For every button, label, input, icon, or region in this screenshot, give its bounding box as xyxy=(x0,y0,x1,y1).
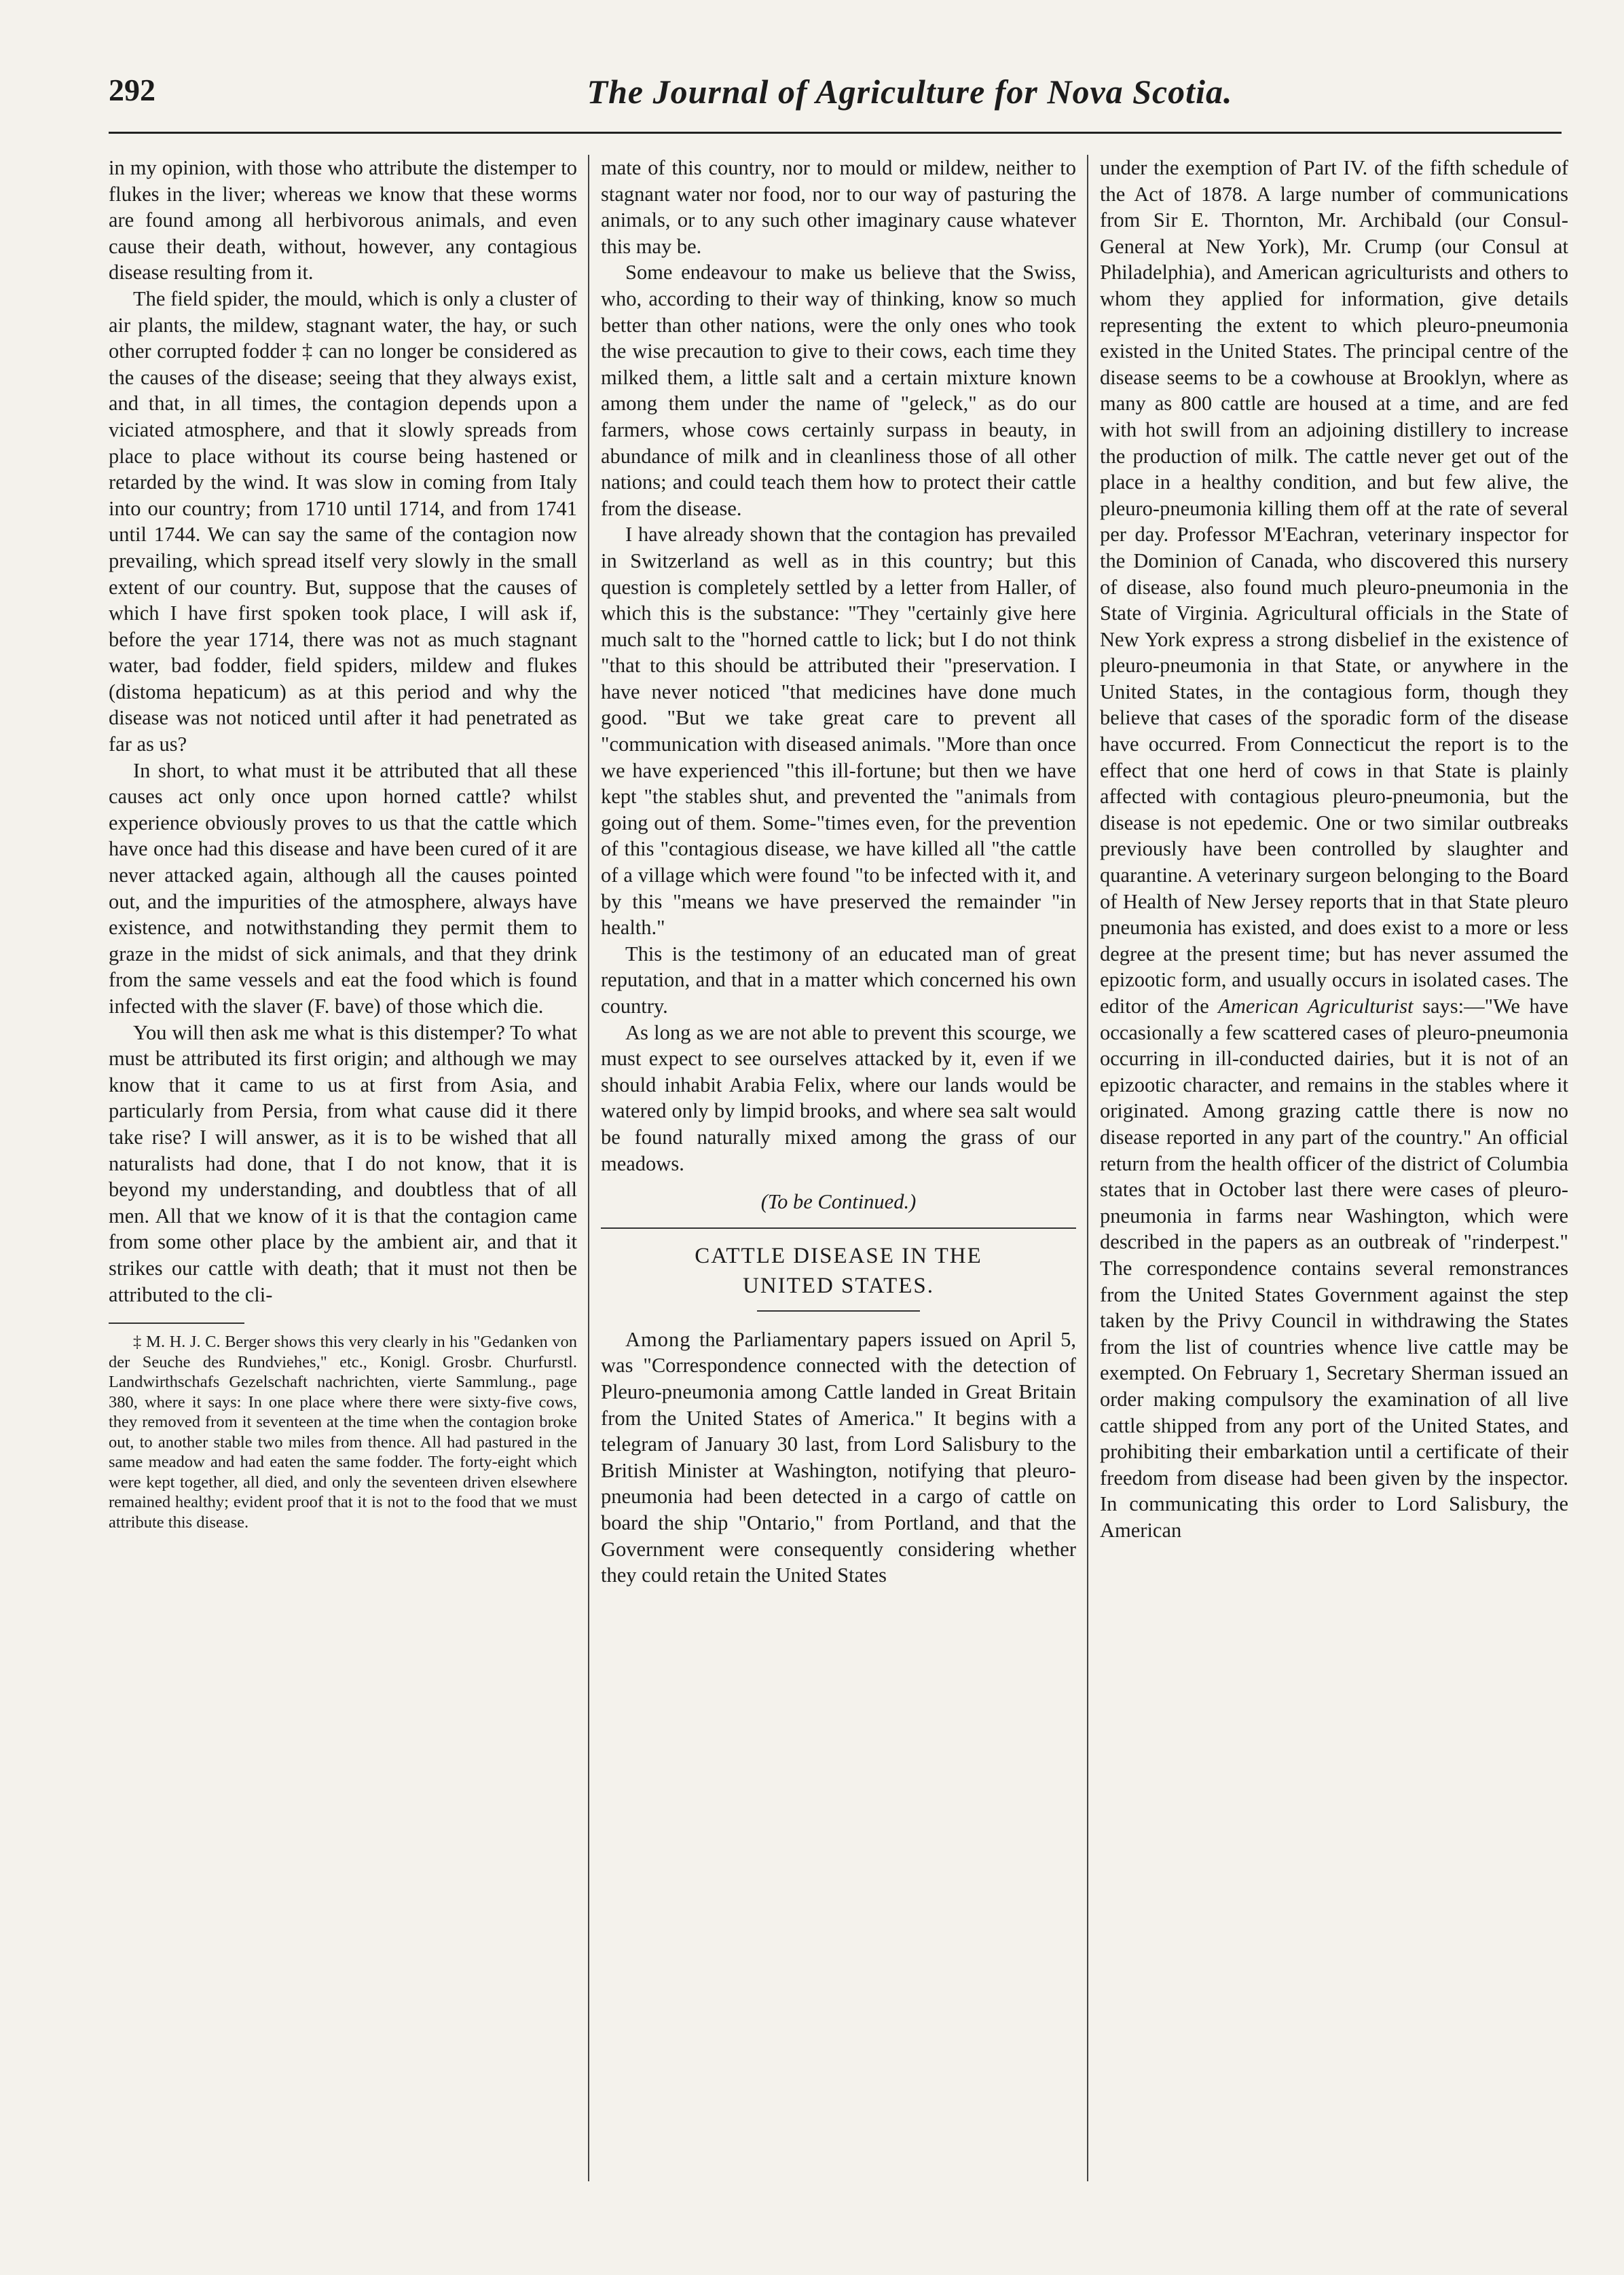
paragraph-text: under the exemption of Part IV. of the fifth schedule of the Act of 1878. A large number of communications from Sir E. Thornton, Mr. Archibald (our Consul-General at New York), Mr. Crump (our Consul at Philadelphia), and American agriculturists and others to whom they applied for information, give details representing the extent to which pleuro-pneumonia existed in the United States. The principal centre of the disease seems to be a cowhouse at Brooklyn, where as many as 800 cattle are housed at a time, and are fed with hot swill from an adjoining distillery to increase the production of milk. The cattle never get out of the place in a healthy condition, and but few alive, the pleuro-pneumonia killing them off at the rate of several per day. Professor M'Eachran, veterinary inspector for the Dominion of Canada, who discovered this nursery of disease, also found much pleuro-pneumonia in the State of Virginia. Agricultural officials in the State of New York express a strong disbelief in the existence of pleuro-pneumonia in that State, or anywhere in the United States, in the contagious form, though they believe that cases of the sporadic form of the disease have occurred. From Connecticut the report is to the effect that one herd of cows in that State is plainly affected with contagious pleuro-pneumonia, but the disease is not epedemic. One or two similar outbreaks previously have been controlled by slaughter and quarantine. A veterinary surgeon belonging to the Board of Health of New Jersey reports that in that State pleuro pneumonia has existed, and does exist to a more or less degree at the present time; but has never assumed the epizootic form, and usually occurs in isolated cases. The editor of the xyxy=(1100,156,1568,1018)
paragraph-text: says:—"We have occasionally a few scattered cases of pleuro-pneumonia occurring in ill-conducted dairies, but it is not of an epizootic character, and remains in the stables where it originated. Among grazing cattle there is now no disease reported in any part of the country." An official return from the health officer of the district of Columbia states that in October last there were cases of pleuro-pneumonia in farms near Washington, which were described in the papers as an outbreak of "rinderpest." The correspondence contains several remonstrances from the United States Government against the step taken by the Privy Council in withdrawing the States from the list of countries whence live cattle may be exempted. On February 1, Secretary Sherman issued an order making compulsory the examination of all live cattle shipped from any port of the United States, and prohibiting their embarkation until a certificate of their freedom from disease had been given by the inspector. In communicating this order to Lord Salisbury, the American xyxy=(1100,995,1568,1542)
smallcaps-opening: Among xyxy=(625,1327,691,1351)
page-number: 292 xyxy=(109,73,155,107)
paragraph: As long as we are not able to prevent this scourge, we must expect to see ourselves attacked by it, even if we should inhabit Arabia Felix, where our lands would be watered only by limpid brooks, and where sea salt would be found naturally mixed among the grass of our meadows. xyxy=(601,1020,1076,1175)
paragraph: You will then ask me what is this distemper? To what must be attributed its first origin; and although we may know that it came to us at first from Asia, and particularly from Persia, from what cause did it there take rise? I will answer, as it is to be wished that all naturalists had done, that I do not know, that it is beyond my understanding, and doubtless that of all men. All that we know of it is that the contagion came from some other place by the ambient air, and that it strikes our cattle with death; that it must not then be attributed to the cli- xyxy=(109,1020,577,1306)
heading-rule xyxy=(757,1310,920,1312)
column-left xyxy=(109,155,577,2181)
paragraph-text: the Parliamentary papers issued on April 5, was "Correspondence connected with the detection of Pleuro-pneumonia among Cattle landed in Great Britain from the United States of America." It begins with a telegram of January 30 last, from Lord Salisbury to the British Minister at Washington, notifying that pleuro-pneumonia had been detected in a cargo of cattle on board the ship "Ontario," from Portland, and that the Government were consequently considering whether they could retain the United States xyxy=(601,1327,1076,1587)
column-divider-left xyxy=(588,155,589,2181)
paragraph: I have already shown that the contagion has prevailed in Switzerland as well as in this country; but this question is completely settled by a letter from Haller, of which this is the substance: "They "certainly give here much salt to the "horned cattle to lick; but I do not think "that to this should be attributed their "preservation. I have never noticed "that medicines have done much good. "But we take great care to prevent all "communication with diseased animals. "More than once we have experienced "this ill-fortune; but then we have kept "the stables shut, and prevented the "animals from going out of them. Some-"times even, for the prevention of this "contagious disease, we have killed all "the cattle of a village which were found "to be infected with it, and by this "means we have preserved the remainder "in health." xyxy=(601,523,1076,940)
paragraph: This is the testimony of an educated man of great reputation, and that in a matter which concerned his own country. xyxy=(601,942,1076,1018)
paragraph xyxy=(1100,155,1568,1543)
journal-title: The Journal of Agriculture for Nova Scotia. xyxy=(587,73,1233,111)
footnote-rule xyxy=(109,1323,244,1324)
publication-title: American Agriculturist xyxy=(1218,995,1414,1018)
column-right xyxy=(1100,155,1568,2181)
article-heading xyxy=(601,1241,1076,1301)
section-divider xyxy=(601,1227,1076,1229)
paragraph: The field spider, the mould, which is only a cluster of air plants, the mildew, stagnant water, the hay, or such other corrupted fodder ‡ can no longer be considered as the causes of the disease; seeing that they always exist, and that, in all times, the contagion depends upon a viciated atmosphere, and that it slowly spreads from place to place without its course being hastened or retarded by the wind. It was slow in coming from Italy into our country; from 1710 until 1714, and from 1741 until 1744. We can say the same of the contagion now prevailing, which spread itself very slowly in the small extent of our country. But, suppose that the causes of which I have first spoken took place, I will ask if, before the year 1714, there was not as much stagnant water, bad fodder, field spiders, mildew and flukes (distoma hepaticum) as at this period and why the disease was not noticed until after it had penetrated as far as us? xyxy=(109,286,577,756)
to-be-continued-note: (To be Continued.) xyxy=(760,1190,917,1214)
paragraph: Some endeavour to make us believe that the Swiss, who, according to their way of thinking, know so much better than other nations, were the only ones who took the wise precaution to give to their cows, each time they milked them, a little salt and a certain mixture known among them under the name of "geleck," as do our farmers, whose cows certainly surpass in beauty, in abundance of milk and in cleanliness those of all other nations; and could teach them how to protect their cattle from the disease. xyxy=(601,261,1076,520)
paragraph xyxy=(601,1327,1076,1589)
article-heading-line-2: UNITED STATES. xyxy=(742,1273,934,1298)
article-heading-line-1: CATTLE DISEASE IN THE xyxy=(695,1243,982,1268)
paragraph: In short, to what must it be attributed that all these causes act only once upon horned cattle? whilst experience obviously proves to us that the cattle which have once had this disease and have been cured of it are never attacked again, although all the causes pointed out, and the impurities of the atmosphere, always have existence, and notwithstanding they permit them to graze in the midst of sick animals, and that they drink from the same vessels and eat the food which is found infected with the slaver (F. bave) of those which die. xyxy=(109,758,577,1018)
paragraph: in my opinion, with those who attribute the distemper to flukes in the liver; whereas we know that these worms are found among all herbivorous animals, and even cause their death, without, however, any contagious disease resulting from it. xyxy=(109,156,577,284)
page-header xyxy=(109,67,1562,134)
column-middle xyxy=(601,155,1076,2181)
paragraph: mate of this country, nor to mould or mildew, neither to stagnant water nor food, nor to our way of pasturing the animals, or to any such other imaginary cause whatever this may be. xyxy=(601,156,1076,258)
footnote: ‡ M. H. J. C. Berger shows this very clearly in his "Gedanken von der Seuche des Rundviehes," etc., Konigl. Grosbr. Churfurstl. Landwirthschafs Gezelschaft nachrichten, vierte Sammlung., page 380, where it says: In one place where there were sixty-five cows, they removed from it seventeen at the time when the contagion broke out, to another stable two miles from thence. All had pastured in the same meadow and had eaten the same fodder. The forty-eight which were kept together, all died, and only the seventeen driven elsewhere remained healthy; evident proof that it is not to the food that we must attribute this disease. xyxy=(109,1333,577,1532)
column-divider-right xyxy=(1087,155,1088,2181)
